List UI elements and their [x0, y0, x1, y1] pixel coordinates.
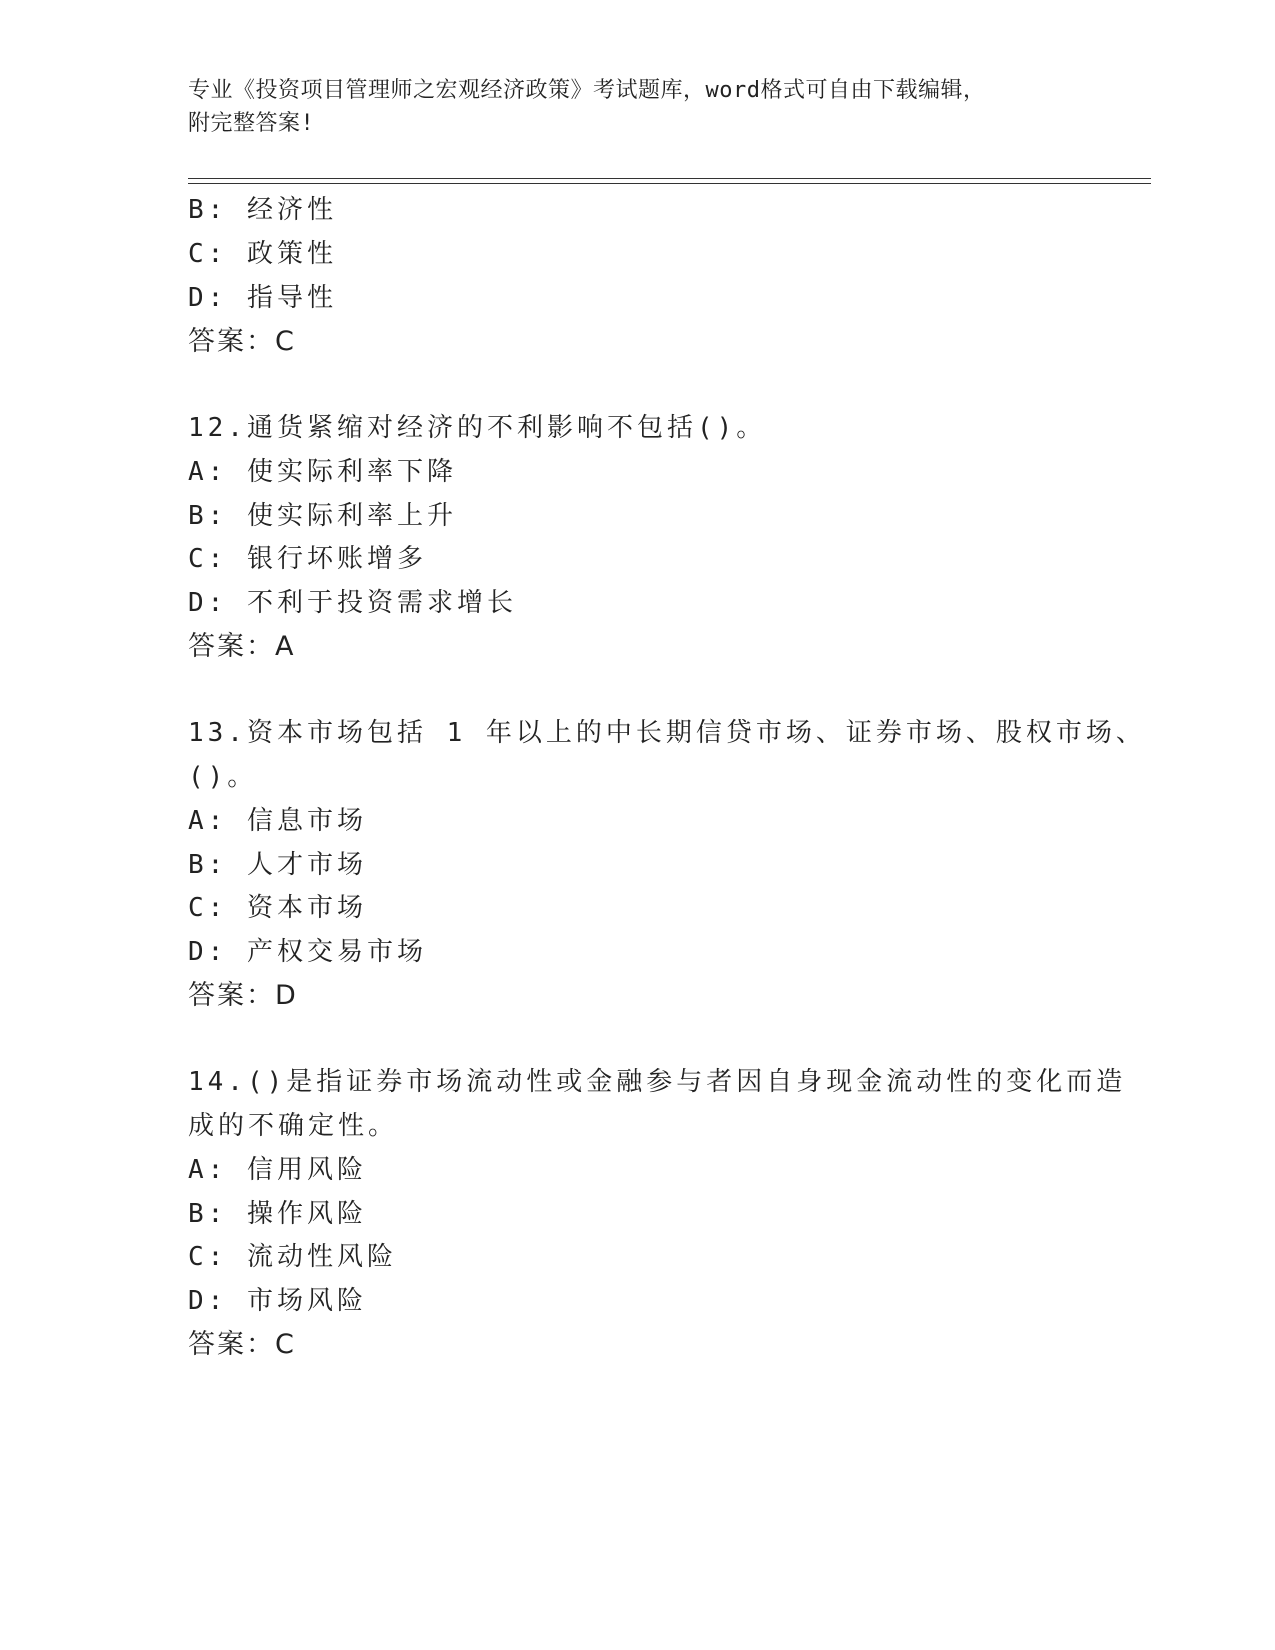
q14-question-line-1: 14.()是指证券市场流动性或金融参与者因自身现金流动性的变化而造	[188, 1067, 1127, 1097]
q11-option-c: C: 政策性	[188, 239, 337, 269]
q11-option-b: B: 经济性	[188, 195, 337, 225]
q12-option-b: B: 使实际利率上升	[188, 501, 457, 531]
q13-question-line-1: 13.资本市场包括 1 年以上的中长期信贷市场、证券市场、股权市场、	[188, 718, 1146, 748]
q13-option-d: D: 产权交易市场	[188, 937, 427, 967]
q11-option-d: D: 指导性	[188, 283, 337, 313]
q14-option-d: D: 市场风险	[188, 1286, 367, 1316]
q12-option-d: D: 不利于投资需求增长	[188, 588, 517, 618]
q13-option-a: A: 信息市场	[188, 806, 367, 836]
q14-option-a: A: 信用风险	[188, 1155, 367, 1185]
q12-answer: 答案：A	[188, 631, 296, 662]
header-divider-top	[188, 178, 1151, 179]
q14-option-c: C: 流动性风险	[188, 1242, 397, 1272]
q13-answer: 答案：D	[188, 980, 298, 1011]
q14-answer: 答案：C	[188, 1329, 296, 1360]
header-line-2: 附完整答案!	[188, 111, 315, 136]
q12-question: 12.通货紧缩对经济的不利影响不包括()。	[188, 413, 767, 443]
q13-option-b: B: 人才市场	[188, 850, 367, 880]
q13-question-line-2: ()。	[188, 762, 258, 792]
q11-answer: 答案：C	[188, 326, 296, 357]
q13-option-c: C: 资本市场	[188, 893, 367, 923]
q14-option-b: B: 操作风险	[188, 1199, 367, 1229]
q14-question-line-2: 成的不确定性。	[188, 1111, 399, 1141]
document-header	[188, 74, 1088, 140]
header-divider-bottom	[188, 183, 1151, 184]
q12-option-c: C: 银行坏账增多	[188, 544, 427, 574]
header-line-1: 专业《投资项目管理师之宏观经济政策》考试题库，word格式可自由下载编辑，	[188, 78, 986, 103]
q12-option-a: A: 使实际利率下降	[188, 457, 457, 487]
